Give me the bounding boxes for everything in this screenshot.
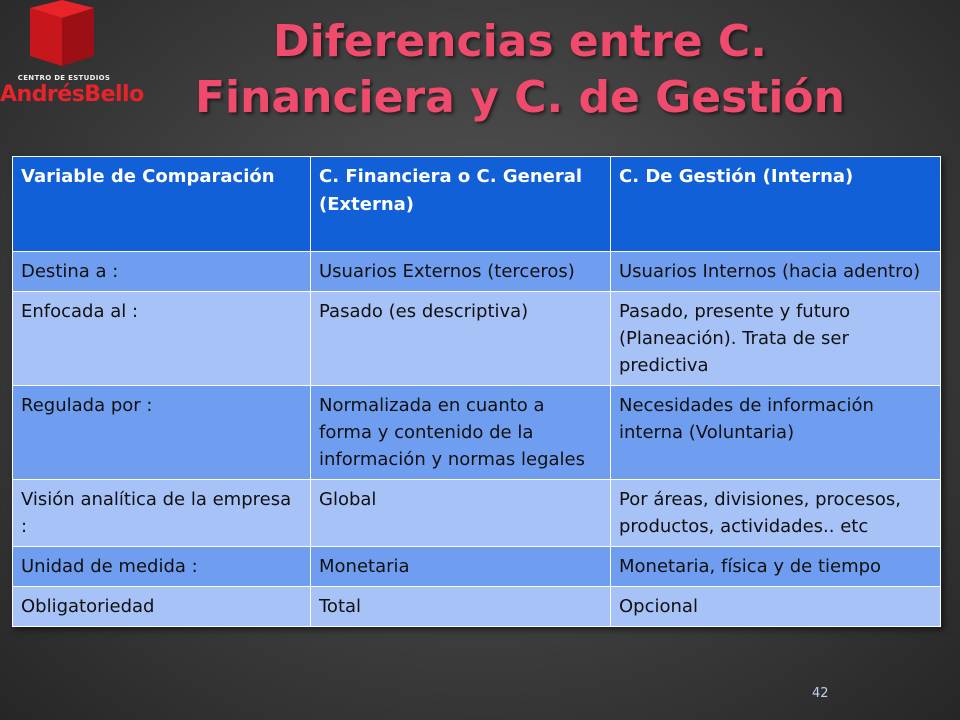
slide-title <box>100 14 940 126</box>
cell-variable: Unidad de medida : <box>13 547 311 587</box>
table-row <box>13 480 941 547</box>
table-row <box>13 292 941 386</box>
cell-financiera: Global <box>311 480 611 547</box>
cell-gestion: Pasado, presente y futuro (Planeación). Trata de ser predictiva <box>611 292 941 386</box>
table-row <box>13 547 941 587</box>
logo-subtitle: CENTRO DE ESTUDIOS <box>17 74 111 82</box>
cell-gestion: Necesidades de información interna (Voluntaria) <box>611 386 941 480</box>
cell-financiera: Monetaria <box>311 547 611 587</box>
cell-financiera: Pasado (es descriptiva) <box>311 292 611 386</box>
cell-variable: Obligatoriedad <box>13 587 311 627</box>
slide-title-line-1: Diferencias entre C. <box>273 16 767 67</box>
cell-financiera: Normalizada en cuanto a forma y contenido de la información y normas legales <box>311 386 611 480</box>
slide-title-line-2: Financiera y C. de Gestión <box>195 72 845 123</box>
logo-wordmark: AndrésBello <box>0 82 144 107</box>
cell-gestion: Por áreas, divisiones, procesos, productos, actividades.. etc <box>611 480 941 547</box>
table-row <box>13 386 941 480</box>
cell-financiera: Total <box>311 587 611 627</box>
table-row <box>13 587 941 627</box>
cell-gestion: Opcional <box>611 587 941 627</box>
cell-variable: Enfocada al : <box>13 292 311 386</box>
cell-gestion: Usuarios Internos (hacia adentro) <box>611 252 941 292</box>
cell-variable: Destina a : <box>13 252 311 292</box>
header-financiera: C. Financiera o C. General (Externa) <box>311 157 611 252</box>
table-row <box>13 252 941 292</box>
cell-variable: Visión analítica de la empresa : <box>13 480 311 547</box>
header-variable: Variable de Comparación <box>13 157 311 252</box>
table-header-row <box>13 157 941 252</box>
cell-variable: Regulada por : <box>13 386 311 480</box>
page-number: 42 <box>812 686 829 701</box>
cell-gestion: Monetaria, física y de tiempo <box>611 547 941 587</box>
comparison-table <box>12 156 941 627</box>
header-gestion: C. De Gestión (Interna) <box>611 157 941 252</box>
cell-financiera: Usuarios Externos (terceros) <box>311 252 611 292</box>
